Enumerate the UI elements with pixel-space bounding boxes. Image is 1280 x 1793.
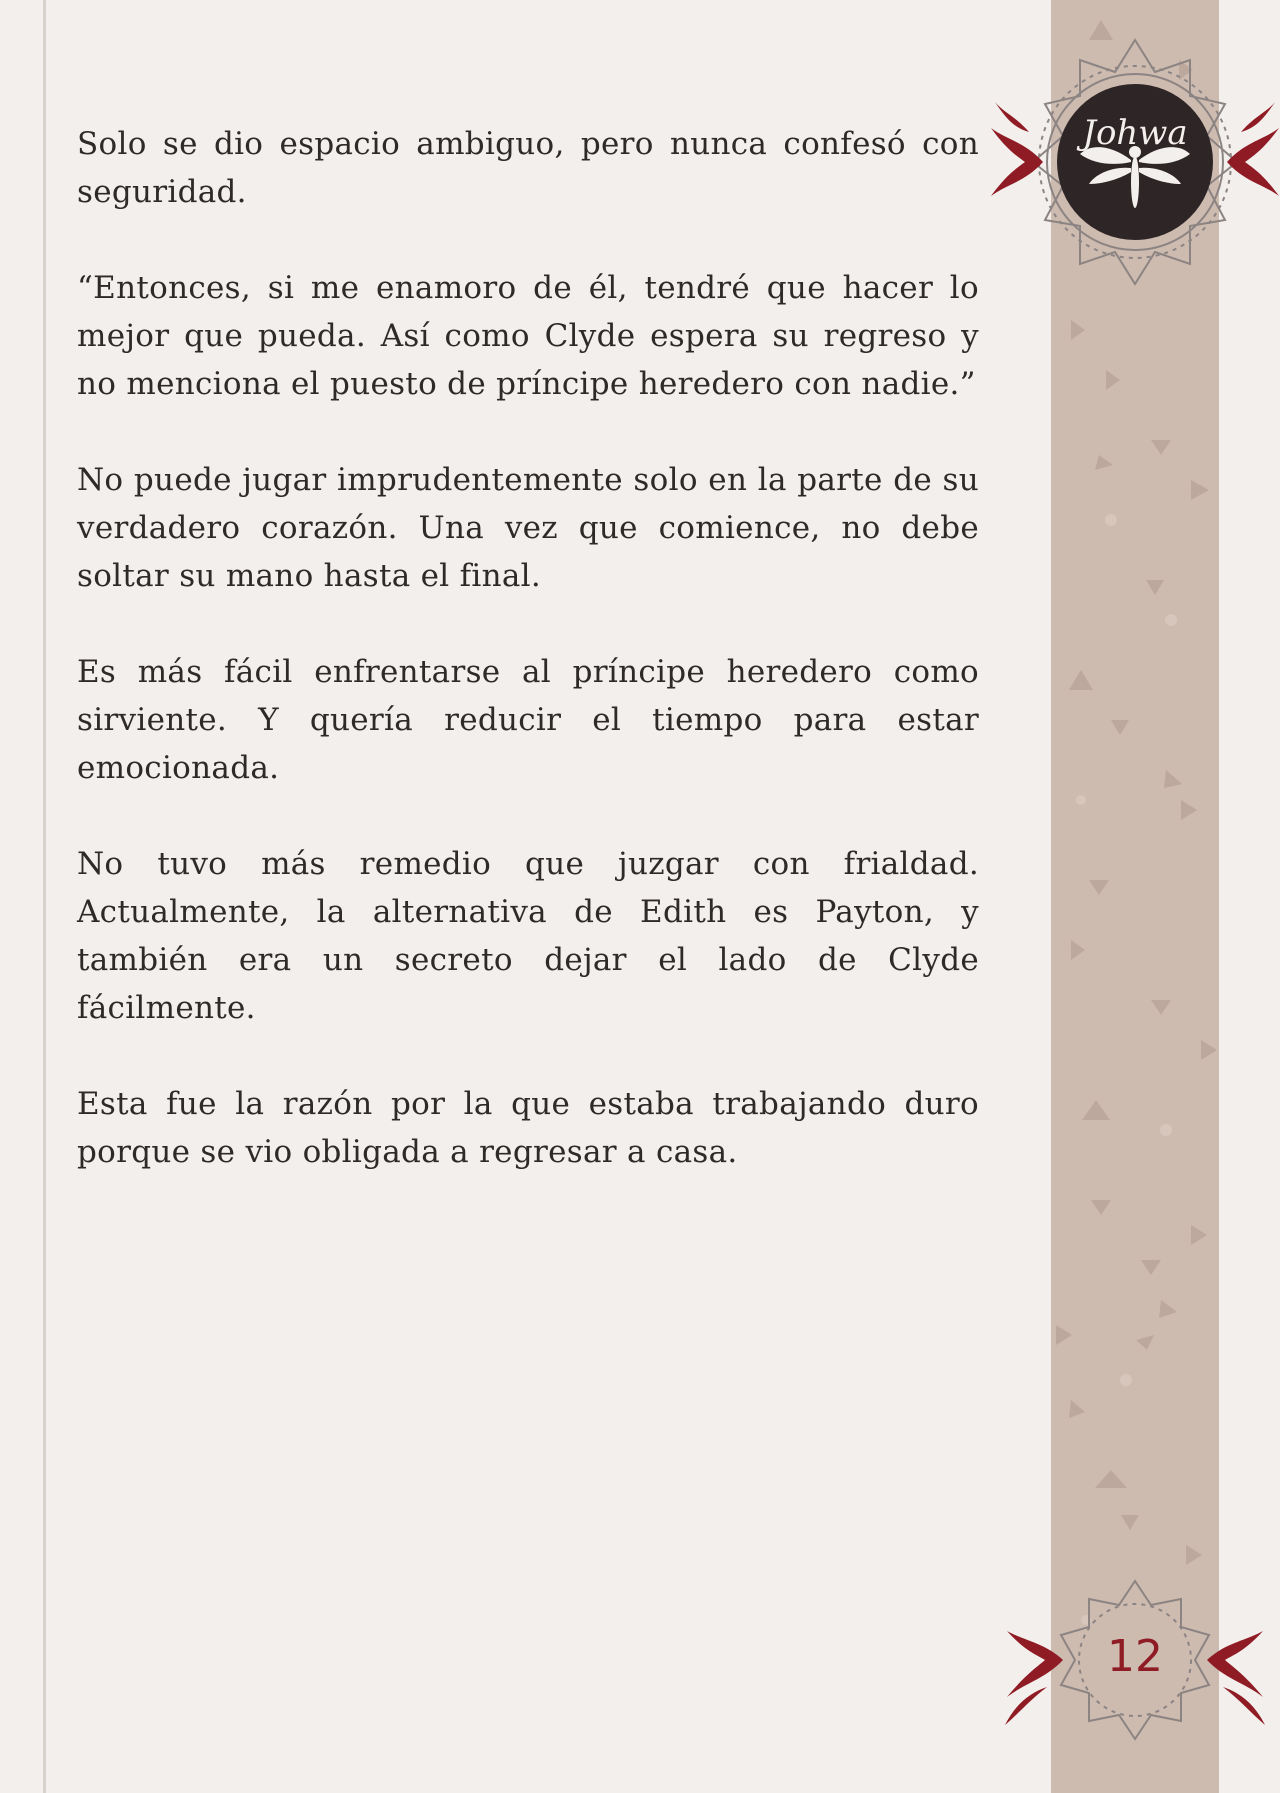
paragraph-6: Esta fue la razón por la que estaba trabajando duro porque se vio obligada a regresar a casa. [77, 1086, 979, 1170]
paragraph-5: No tuvo más remedio que juzgar con frialdad. Actualmente, la alternativa de Edith es Payton, y también era un secreto dejar el lado de Clyde fácilmente. [77, 846, 979, 1026]
page-margin-line [43, 0, 46, 1793]
page-number: 12 [1107, 1631, 1163, 1682]
paragraph-2: “Entonces, si me enamoro de él, tendré que hacer lo mejor que pueda. Así como Clyde espera su regreso y no menciona el puesto de príncipe heredero con nadie.” [77, 270, 979, 402]
paragraph-3: No puede jugar imprudentemente solo en la parte de su verdadero corazón. Una vez que comience, no debe soltar su mano hasta el final. [77, 462, 979, 594]
paragraph-4: Es más fácil enfrentarse al príncipe heredero como sirviente. Y quería reducir el tiempo para estar emocionada. [77, 654, 979, 786]
emblem-title: Johwa [1082, 113, 1188, 153]
chapter-text [77, 120, 979, 1224]
paragraph-1: Solo se dio espacio ambiguo, pero nunca confesó con seguridad. [77, 126, 979, 210]
johwa-emblem [985, 32, 1280, 322]
